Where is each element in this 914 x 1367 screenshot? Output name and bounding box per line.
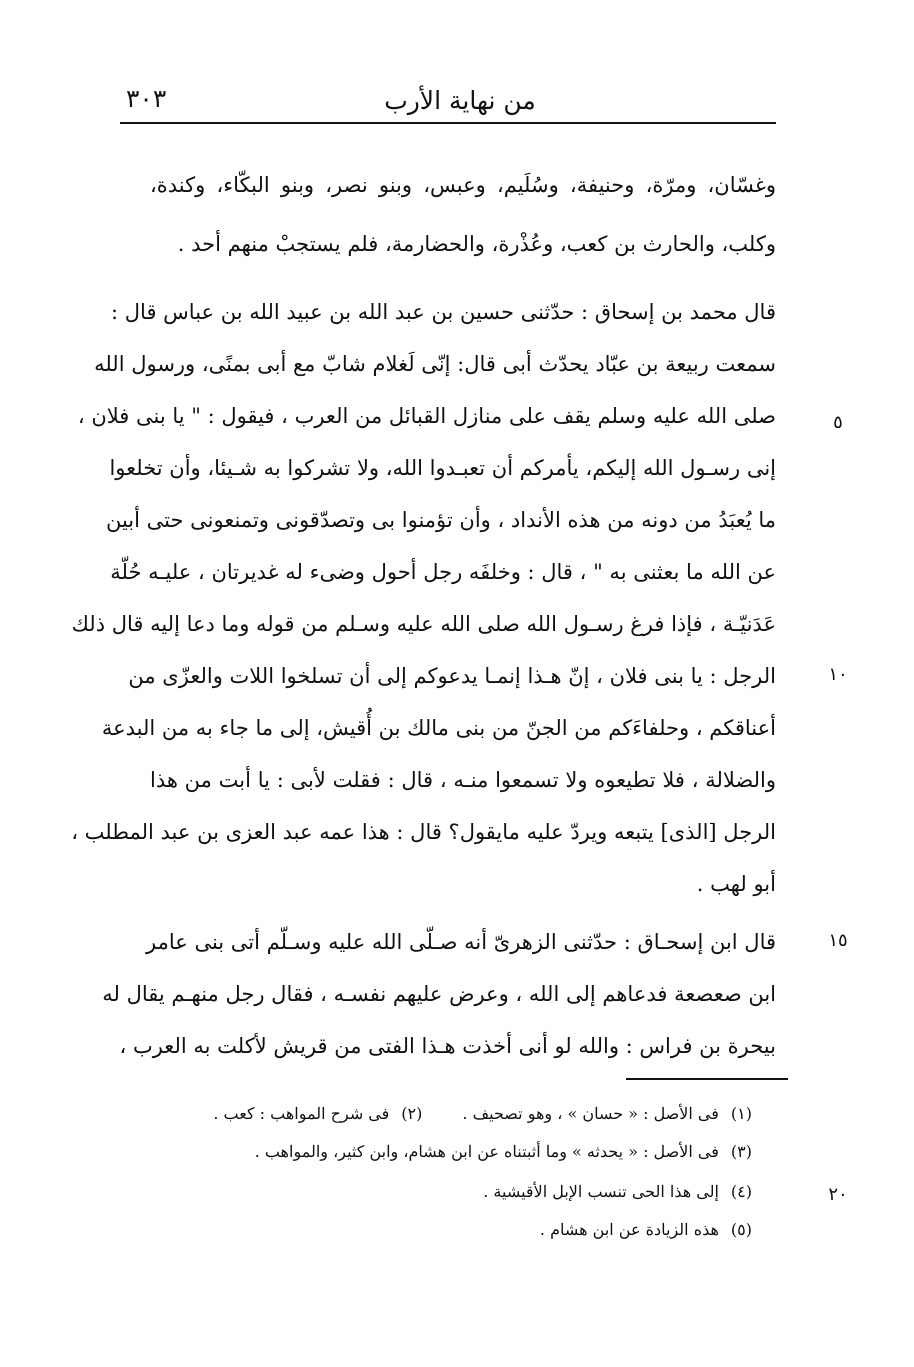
footnote-number: (٥) [730, 1220, 752, 1239]
footnote-number: (٤) [730, 1182, 752, 1201]
footnote-text: فى الأصل : « يحدثه » وما أثبتناه عن ابن هشام، وابن كثير، والمواهب . [254, 1142, 719, 1161]
body-line: والضلالة ، فلا تطيعوه ولا تسمعوا منـه ، قال : فقلت لأبى : يا أبت من هذا [150, 768, 776, 792]
body-line: عَدَنيّـة ، فإذا فرغ رسـول الله صلى الله عليه وسـلم من قوله وما دعا إليه قال ذلك [71, 612, 776, 636]
page-number: ٣٠٣ [126, 84, 167, 113]
line-number: ١٥ [828, 930, 848, 951]
body-line: الرجل : يا بنى فلان ، إنّ هـذا إنمـا يدعوكم إلى أن تسلخوا اللات والعزّى من [128, 664, 776, 688]
line-number: ١٠ [828, 664, 848, 685]
running-header-title: من نهاية الأرب [384, 86, 536, 115]
footnote-number: (١) [730, 1104, 752, 1123]
footnote-text: هذه الزيادة عن ابن هشام . [539, 1220, 719, 1239]
body-line: ما يُعبَدُ من دونه من هذه الأنداد ، وأن تؤمنوا بى وتصدّقونى وتمنعونى حتى أبين [105, 508, 776, 532]
footnote-number: (٣) [730, 1142, 752, 1161]
footnote [200, 1098, 752, 1130]
footnote-text: إلى هذا الحى تنسب الإبل الأقيشية . [483, 1182, 719, 1201]
line-number: ٢٠ [828, 1184, 848, 1205]
body-line: صلى الله عليه وسلم يقف على منازل القبائل من العرب ، فيقول : " يا بنى فلان ، [77, 404, 776, 428]
body-line: سمعت ربيعة بن عبّاد يحدّث أبى قال: إنّى لَغلام شابّ مع أبى بمنًى، ورسول الله [94, 352, 776, 376]
body-line: أبو لهب . [696, 872, 776, 896]
body-line: عن الله ما بعثنى به " ، قال : وخلفَه رجل أحول وضىء له غديرتان ، عليـه حُلّة [110, 560, 776, 584]
footnote [200, 1214, 752, 1246]
footnote-text: فى شرح المواهب : كعب . [213, 1104, 390, 1123]
body-line: قال محمد بن إسحاق : حدّثنى حسين بن عبد الله بن عبيد الله بن عباس قال : [111, 300, 776, 324]
footnote [200, 1176, 752, 1208]
body-line: بيحرة بن فراس : والله لو أنى أخذت هـذا الفتى من قريش لأكلت به العرب ، [119, 1034, 776, 1058]
body-line: ابن صعصعة فدعاهم إلى الله ، وعرض عليهم نفسـه ، فقال رجل منهـم يقال له [102, 982, 776, 1006]
header-rule [120, 122, 776, 124]
body-line: قال ابن إسحـاق : حدّثنى الزهرىّ أنه صـلّى الله عليه وسـلّم أتى بنى عامر [146, 930, 776, 954]
body-line: الرجل [الذى] يتبعه ويردّ عليه مايقول؟ قال : هذا عمه عبد العزى بن عبد المطلب ، [71, 820, 776, 844]
footnote [200, 1136, 752, 1168]
body-line: أعناقكم ، وحلفاءَكم من الجنّ من بنى مالك بن أُقيش، إلى ما جاء به من البدعة [101, 716, 776, 740]
footnote-rule [626, 1078, 788, 1080]
footnote-text: فى الأصل : « حسان » ، وهو تصحيف . [462, 1104, 719, 1123]
body-line: إنى رسـول الله إليكم، يأمركم أن تعبـدوا الله، ولا تشركوا به شـيئا، وأن تخلعوا [109, 456, 776, 480]
body-line: وغسّان، ومرّة، وحنيفة، وسُلَيم، وعبس، وبنو نصر، وبنو البكّاء، وكندة، [150, 173, 776, 197]
line-number: ٥ [833, 412, 843, 433]
body-line: وكلب، والحارث بن كعب، وعُذْرة، والحضارمة، فلم يستجبْ منهم أحد . [177, 232, 776, 256]
footnote-number: (٢) [401, 1104, 423, 1123]
